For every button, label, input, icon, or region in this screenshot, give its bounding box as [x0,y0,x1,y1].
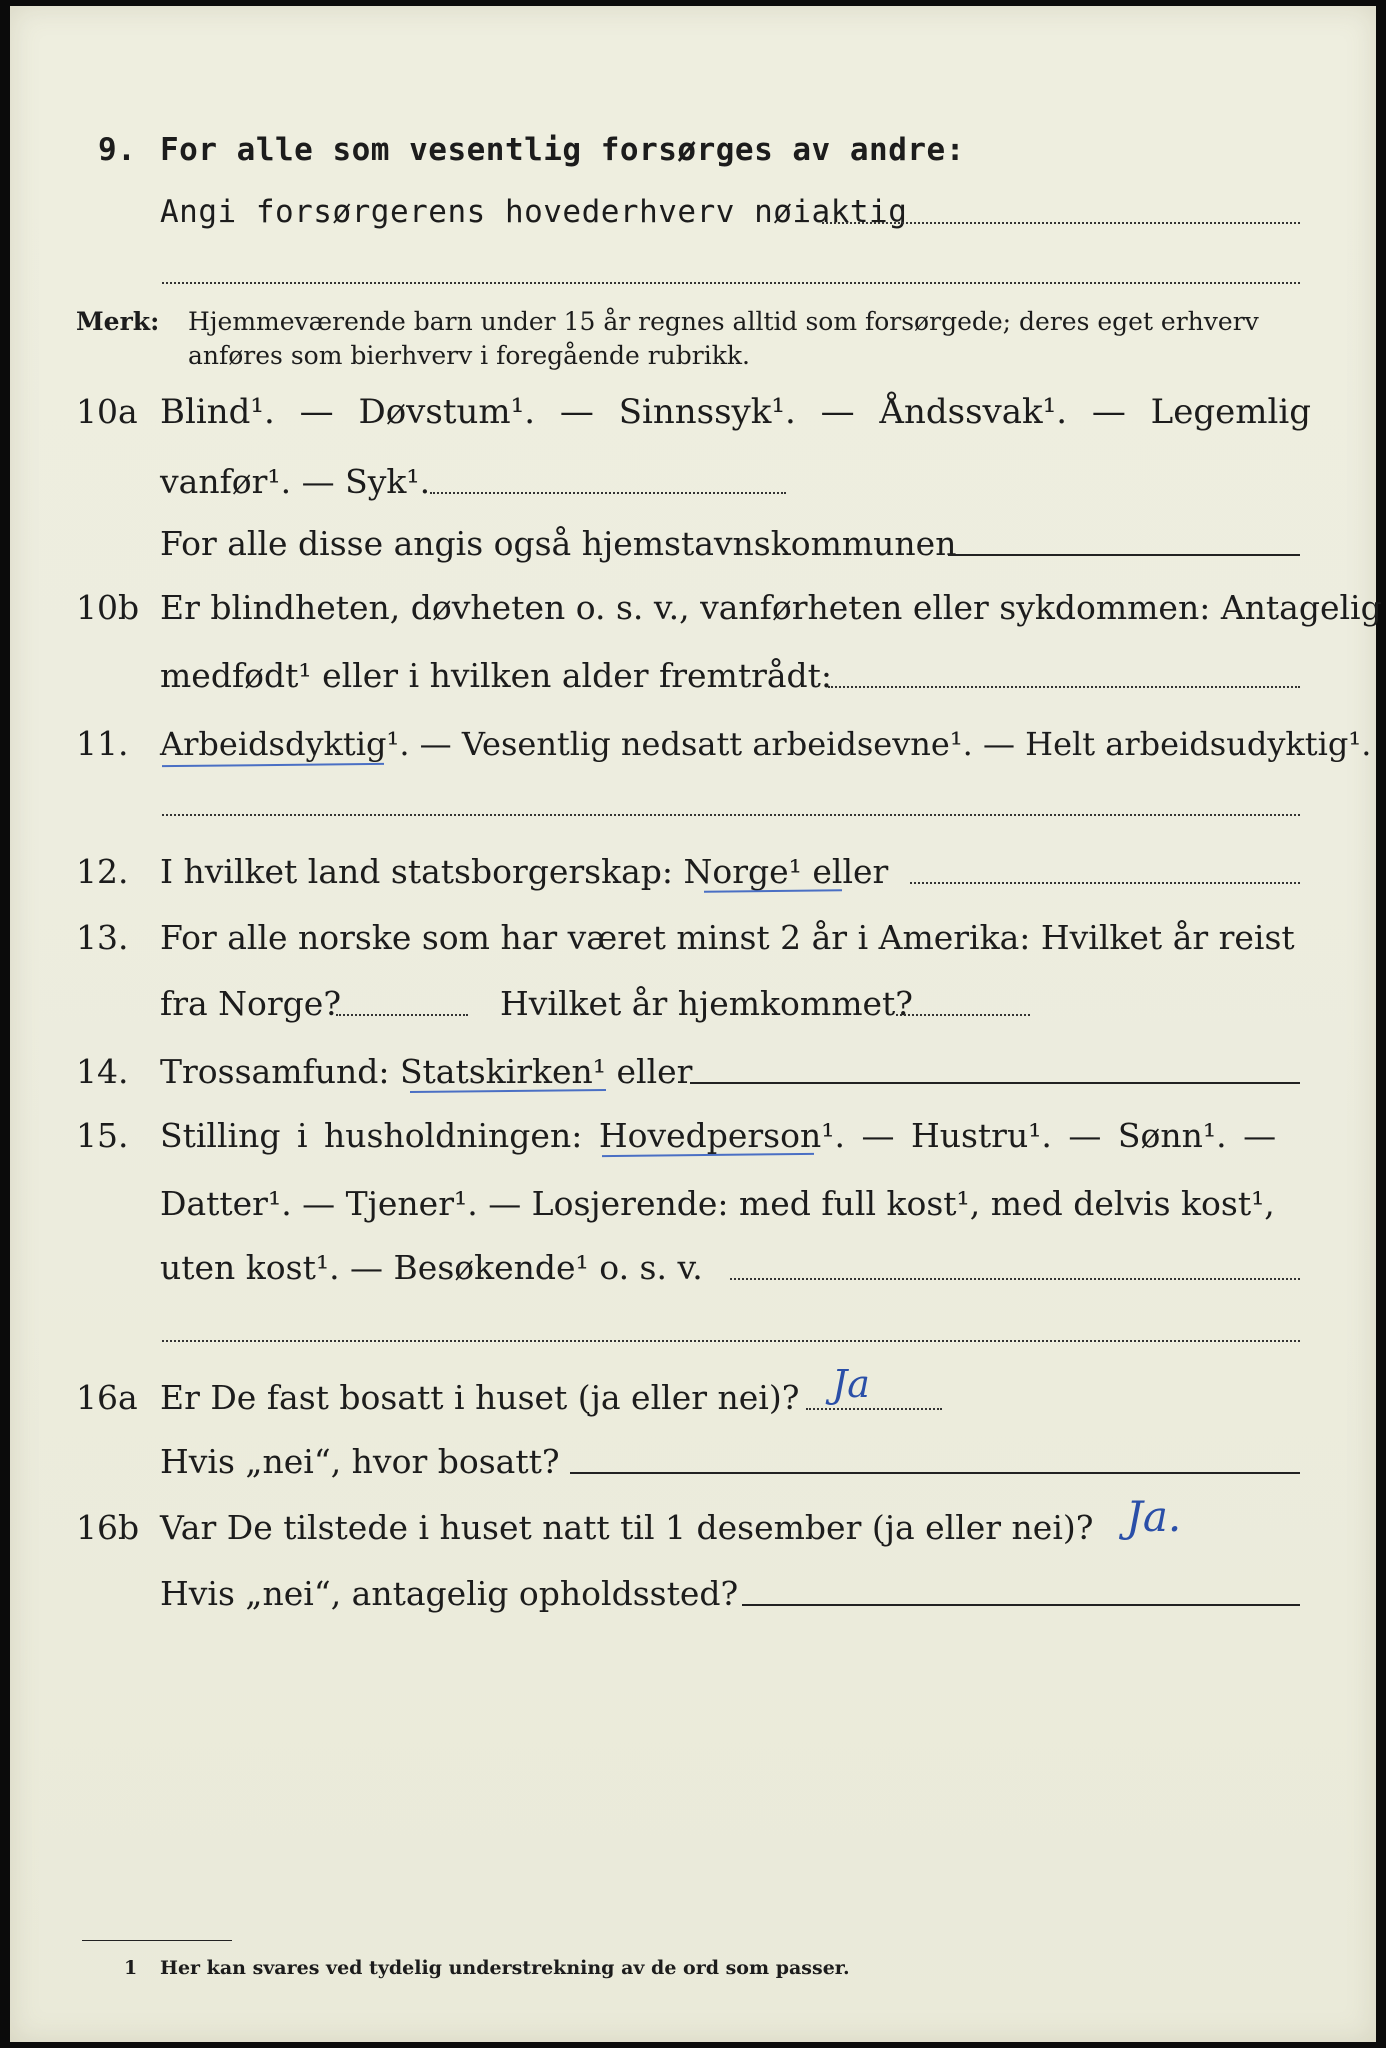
question-14-number: 14. [76,1052,129,1091]
question-12-number: 12. [76,852,129,891]
question-10a-line-2: vanfør¹. — Syk¹. [160,462,431,501]
question-13-line-2a: fra Norge? [160,984,342,1023]
question-10b-line-1: Er blindheten, døvheten o. s. v., vanførheten eller sykdommen: Antagelig [160,588,1382,627]
answer-line-13-reist [336,1014,468,1016]
question-15-line-3: uten kost¹. — Besøkende¹ o. s. v. [160,1248,703,1287]
question-15-number: 15. [76,1116,129,1155]
answer-line-13-hjemkommet [896,1014,1030,1016]
merk-line-2: anføres som bierhverv i foregående rubrikk. [188,341,750,370]
answer-line-9b [162,282,1300,284]
question-12-line-1: I hvilket land statsborgerskap: Norge¹ eller [160,852,889,891]
question-16a-line-1: Er De fast bosatt i huset (ja eller nei)? [160,1378,800,1417]
question-16a-number: 16a [76,1378,138,1417]
answer-line-10a-home [948,554,1300,556]
question-9-line: Angi forsørgerens hovederhverv nøiaktig [160,194,908,230]
question-16a-line-2: Hvis „nei“, hvor bosatt? [160,1442,560,1481]
question-9-number: 9. [98,132,137,168]
footnote-text: Her kan svares ved tydelig understrekning av de ord som passer. [160,1957,850,1979]
handwritten-underline-norge [704,889,842,892]
question-10a-line-1: Blind¹. — Døvstum¹. — Sinnssyk¹. — Åndssvak¹. — Legemlig [160,392,1311,432]
answer-line-14 [690,1082,1300,1084]
answer-line-16b [742,1604,1300,1606]
answer-line-9 [822,222,1300,224]
question-16b-number: 16b [76,1508,140,1547]
question-10a-line-3: For alle disse angis også hjemstavnskommunen [160,524,957,563]
footnote-mark: 1 [124,1957,138,1979]
answer-line-16a-bosatt [570,1472,1300,1474]
answer-line-10a [430,492,786,494]
question-13-line-1: For alle norske som har været minst 2 år i Amerika: Hvilket år reist [160,918,1295,957]
answer-line-15 [730,1278,1300,1280]
question-10b-line-2: medfødt¹ eller i hvilken alder fremtrådt: [160,656,833,695]
answer-line-12 [910,882,1300,884]
census-form-sheet [10,6,1382,2042]
question-9-title: For alle som vesentlig forsørges av andre: [160,132,965,168]
handwritten-answer-16b: Ja. [1126,1492,1182,1541]
question-15-line-1: Stilling i husholdningen: Hovedperson¹. — Hustru¹. — Sønn¹. — [160,1116,1277,1155]
merk-label: Merk: [76,307,160,336]
question-11-number: 11. [76,724,129,763]
question-10a-number: 10a [76,392,138,431]
question-11-line-1: Arbeidsdyktig¹. — Vesentlig nedsatt arbeidsevne¹. — Helt arbeidsudyktig¹. [160,725,1372,763]
answer-line-11 [162,814,1300,816]
handwritten-answer-16a: Ja [832,1362,870,1406]
question-15-line-2: Datter¹. — Tjener¹. — Losjerende: med full kost¹, med delvis kost¹, [160,1184,1275,1223]
answer-line-10b [828,686,1300,688]
question-14-line-1: Trossamfund: Statskirken¹ eller [160,1052,693,1091]
answer-line-16a [806,1408,942,1410]
question-13-line-2b: Hvilket år hjemkommet? [500,984,913,1023]
answer-line-15b [162,1340,1300,1342]
question-13-number: 13. [76,918,129,957]
footnote-rule [82,1940,232,1941]
question-16b-line-1: Var De tilstede i huset natt til 1 desember (ja eller nei)? [160,1508,1094,1547]
merk-line-1: Hjemmeværende barn under 15 år regnes alltid som forsørgede; deres eget erhverv [188,307,1259,336]
question-10b-number: 10b [76,588,140,627]
question-16b-line-2: Hvis „nei“, antagelig opholdssted? [160,1574,739,1613]
